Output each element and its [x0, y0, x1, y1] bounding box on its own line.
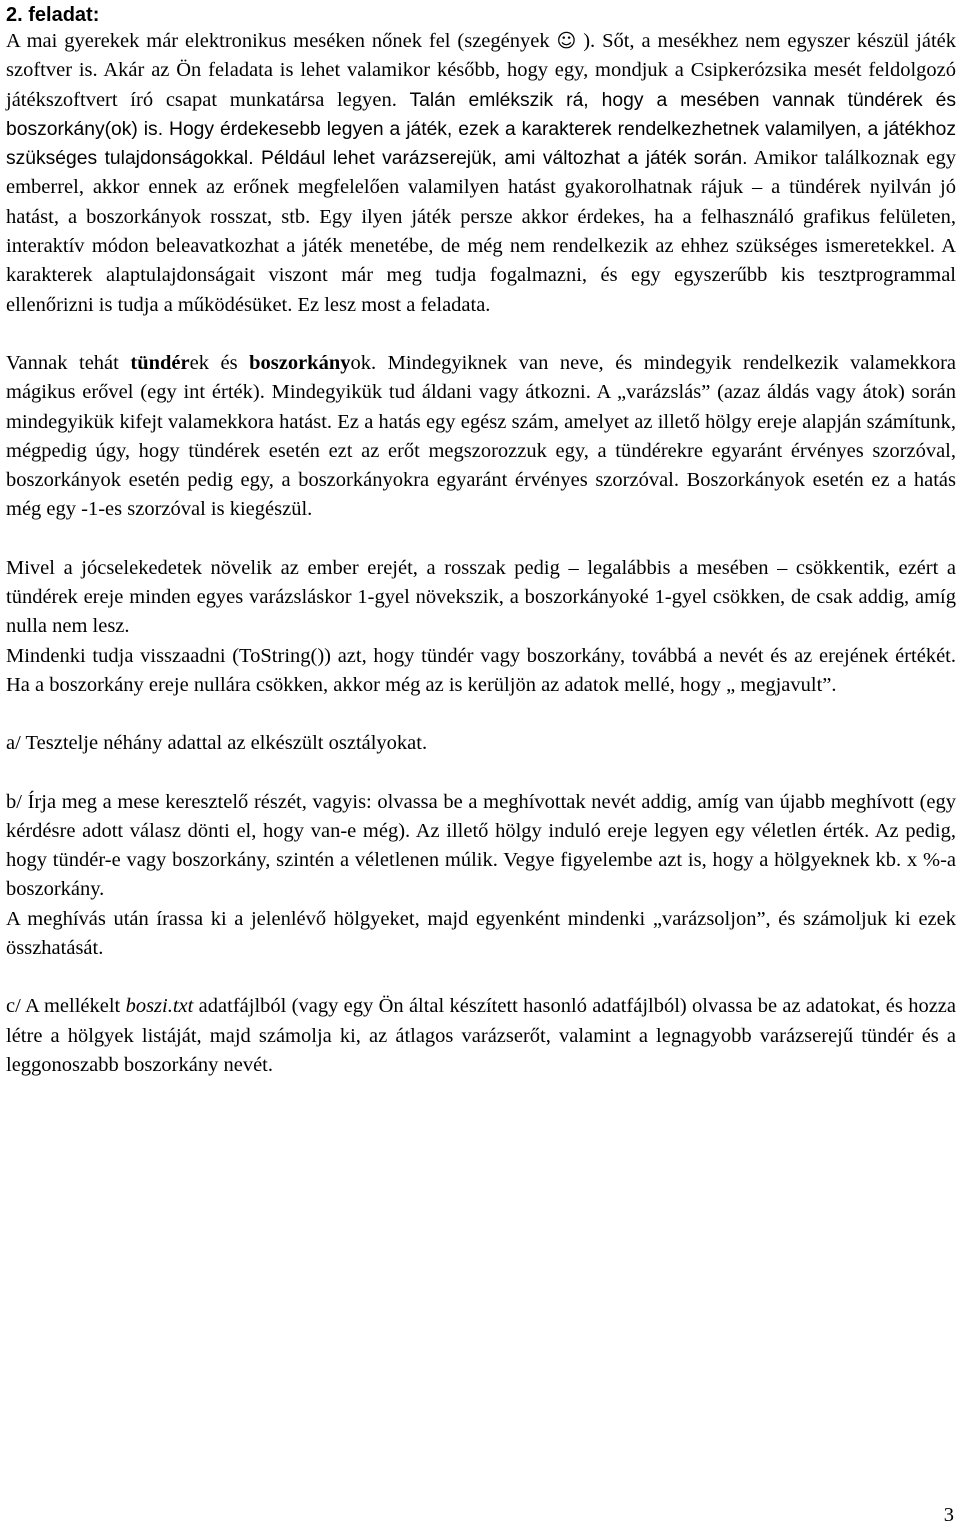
task-b-paragraph: b/ Írja meg a mese keresztelő részét, vagyis: olvassa be a meghívottak nevét addig, amíg van újabb meghívott (egy kérdésre adott válasz dönti el, hogy van-e még). Az illető hölgy induló ereje legyen egy véletlen érték. Az pedig, hogy tündér-e vagy boszorkány, szintén a véletlenen múlik. Vegye figyelembe azt is, hogy a hölgyeknek kb. x %-a boszorkány.	[6, 790, 956, 901]
paragraph-gap	[6, 700, 956, 729]
intro-text-5: Amikor találkoznak egy emberrel, akkor ennek az erőnek megfelelően valamilyen hatást gyakorolhatnak rájuk – a tündérek nyilván jó hatást, a boszorkányok rosszat, stb. Egy ilyen játék persze akkor érdekes, ha a felhasználó grafikus felületen, interaktív módon beleavatkozhat a játék menetébe, de még nem rendelkezik az ehhez szükséges ismeretekkel. A karakterek alaptulajdonságait viszont már meg tudja fogalmazni, és egy egyszerűbb kis tesztprogrammal ellenőrizni is tudja a működésüket. Ez lesz most a feladata.	[6, 147, 956, 316]
smiley-icon: ☺	[556, 30, 577, 52]
classes-text-2: ek és	[189, 351, 250, 374]
task-b-output-paragraph: A meghívás után írassa ki a jelenlévő hölgyeket, majd egyenként mindenki „varázsoljon”, és számoljuk ki ezek összhatását.	[6, 907, 956, 960]
intro-text-2: ). Sőt, a mesékhez nem egyszer készül játék szoftver is.	[6, 30, 956, 82]
intro-text-1: A mai gyerekek már elektronikus meséken nőnek fel (szegények	[6, 30, 557, 52]
task-c-text-2: adatfájlból (vagy egy Ön által készített hasonló adatfájlból) olvassa be az adatokat, és hozza létre a hölgyek listáját, majd számolja ki, az átlagos varázserőt, valamint a legnagyobb varázserejű tündér és a leggonoszabb boszorkány nevét.	[6, 995, 956, 1076]
paragraph-gap	[6, 525, 956, 554]
classes-text-3: ok. Mindegyiknek van neve, és mindegyik rendelkezik valamekkora mágikus erővel (egy int érték). Mindegyikük tud áldani vagy átkozni. A „varázslás” (azaz áldás vagy átok) során mindegyikük kifejt valamekkora hatást. Ez a hatás egy egész szám, amelyet az illető hölgy ereje alapján számítunk, mégpedig úgy, hogy tündérek esetén ezt az erőt megszorozzuk egy, a tündérekre egyaránt érvényes szorzóval, boszorkányok esetén pedig egy, a boszorkányokra egyaránt érvényes szorzóval. Boszorkányok esetén ez a hatás még egy -1-es szorzóval is kiegészül.	[6, 351, 956, 521]
intro-paragraph	[6, 27, 956, 320]
intro-text-4: Talán emlékszik rá, hogy a mesében vannak tündérek és boszorkány(ok) is. Hogy érdekesebb legyen a játék, ezek a karakterek rendelkezhetnek valamilyen, a játékhoz szükséges tulajdonságokkal. Például lehet varázserejük, ami változhat a játék során.	[6, 89, 956, 170]
good-deeds-paragraph: Mivel a jócselekedetek növelik az ember erejét, a rosszak pedig – legalábbis a mesében – csökkentik, ezért a tündérek ereje minden egyes varázsláskor 1-gyel növekszik, a boszorkányoké 1-gyel csökken, de csak addig, amíg nulla nem lesz.	[6, 556, 956, 638]
paragraph-gap	[6, 963, 956, 992]
task-heading: 2. feladat:	[6, 4, 100, 26]
page-number: 3	[943, 1504, 954, 1526]
document-page	[6, 0, 956, 1080]
paragraph-gap	[6, 320, 956, 349]
classes-paragraph	[6, 349, 956, 525]
fairy-keyword: tündér	[130, 351, 190, 374]
classes-text-1: Vannak tehát	[6, 351, 131, 374]
tostring-paragraph: Mindenki tudja visszaadni (ToString()) azt, hogy tündér vagy boszorkány, továbbá a nevét és az erejének értékét. Ha a boszorkány ereje nullára csökken, akkor még az is kerüljön az adatok mellé, hogy „ megjavult”.	[6, 644, 956, 696]
task-c-paragraph	[6, 992, 956, 1080]
data-file-name: boszi.txt	[125, 995, 194, 1018]
witch-keyword: boszorkány	[249, 351, 351, 374]
paragraph-gap	[6, 759, 956, 788]
intro-text-3: Akár az Ön feladata is lehet valamikor később, hogy egy, mondjuk a Csipkerózsika mesét feldolgozó játékszoftvert író csapat munkatársa legyen.	[6, 59, 956, 111]
task-a-paragraph: a/ Tesztelje néhány adattal az elkészült osztályokat.	[6, 732, 428, 755]
task-c-text-1: c/ A mellékelt	[6, 995, 126, 1018]
